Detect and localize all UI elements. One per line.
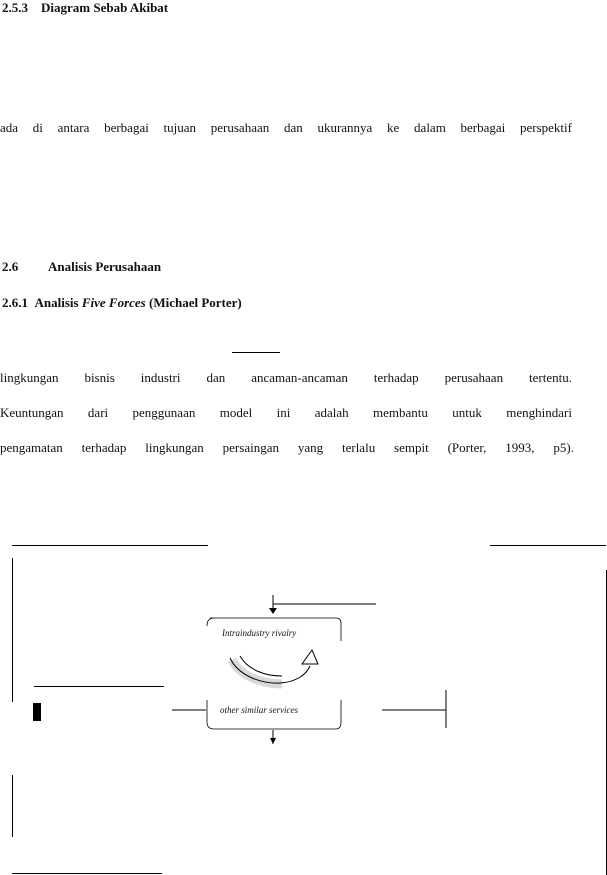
rivalry-label: Intraindustry rivalry [222, 628, 297, 638]
section-number: 2.6 [2, 259, 19, 274]
section-title-suffix: (Michael Porter) [145, 295, 242, 310]
center-box-top-left-corner [207, 618, 214, 626]
bottom-arrow-head [270, 738, 276, 744]
paragraph-line-1: lingkungan bisnis industri dan ancaman-ancaman terhadap perusahaan tertentu. [0, 370, 572, 385]
section-title-prefix: Analisis [34, 295, 82, 310]
substitutes-label: other similar services [220, 705, 298, 715]
heading-2-6-title: Analisis Perusahaan [48, 259, 162, 274]
body-line: ada di antara berbagai tujuan perusahaan dan ukurannya ke dalam berbagai perspektif [0, 120, 572, 135]
section-number: 2.5.3 [2, 0, 28, 15]
top-arrow-head [269, 608, 277, 614]
paragraph-line-3: pengamatan terhadap lingkungan persaingan yang terlalu sempit (Porter, 1993, p5). [0, 440, 574, 455]
section-number: 2.6.1 [2, 295, 28, 310]
section-title: Diagram Sebab Akibat [41, 0, 169, 15]
section-title-italic: Five Forces [81, 295, 146, 310]
paragraph-line-2: Keuntungan dari penggunaan model ini adalah membantu untuk menghindari [0, 405, 572, 420]
rivalry-arrow-head [302, 650, 318, 664]
rivalry-arrow-right [280, 666, 310, 683]
